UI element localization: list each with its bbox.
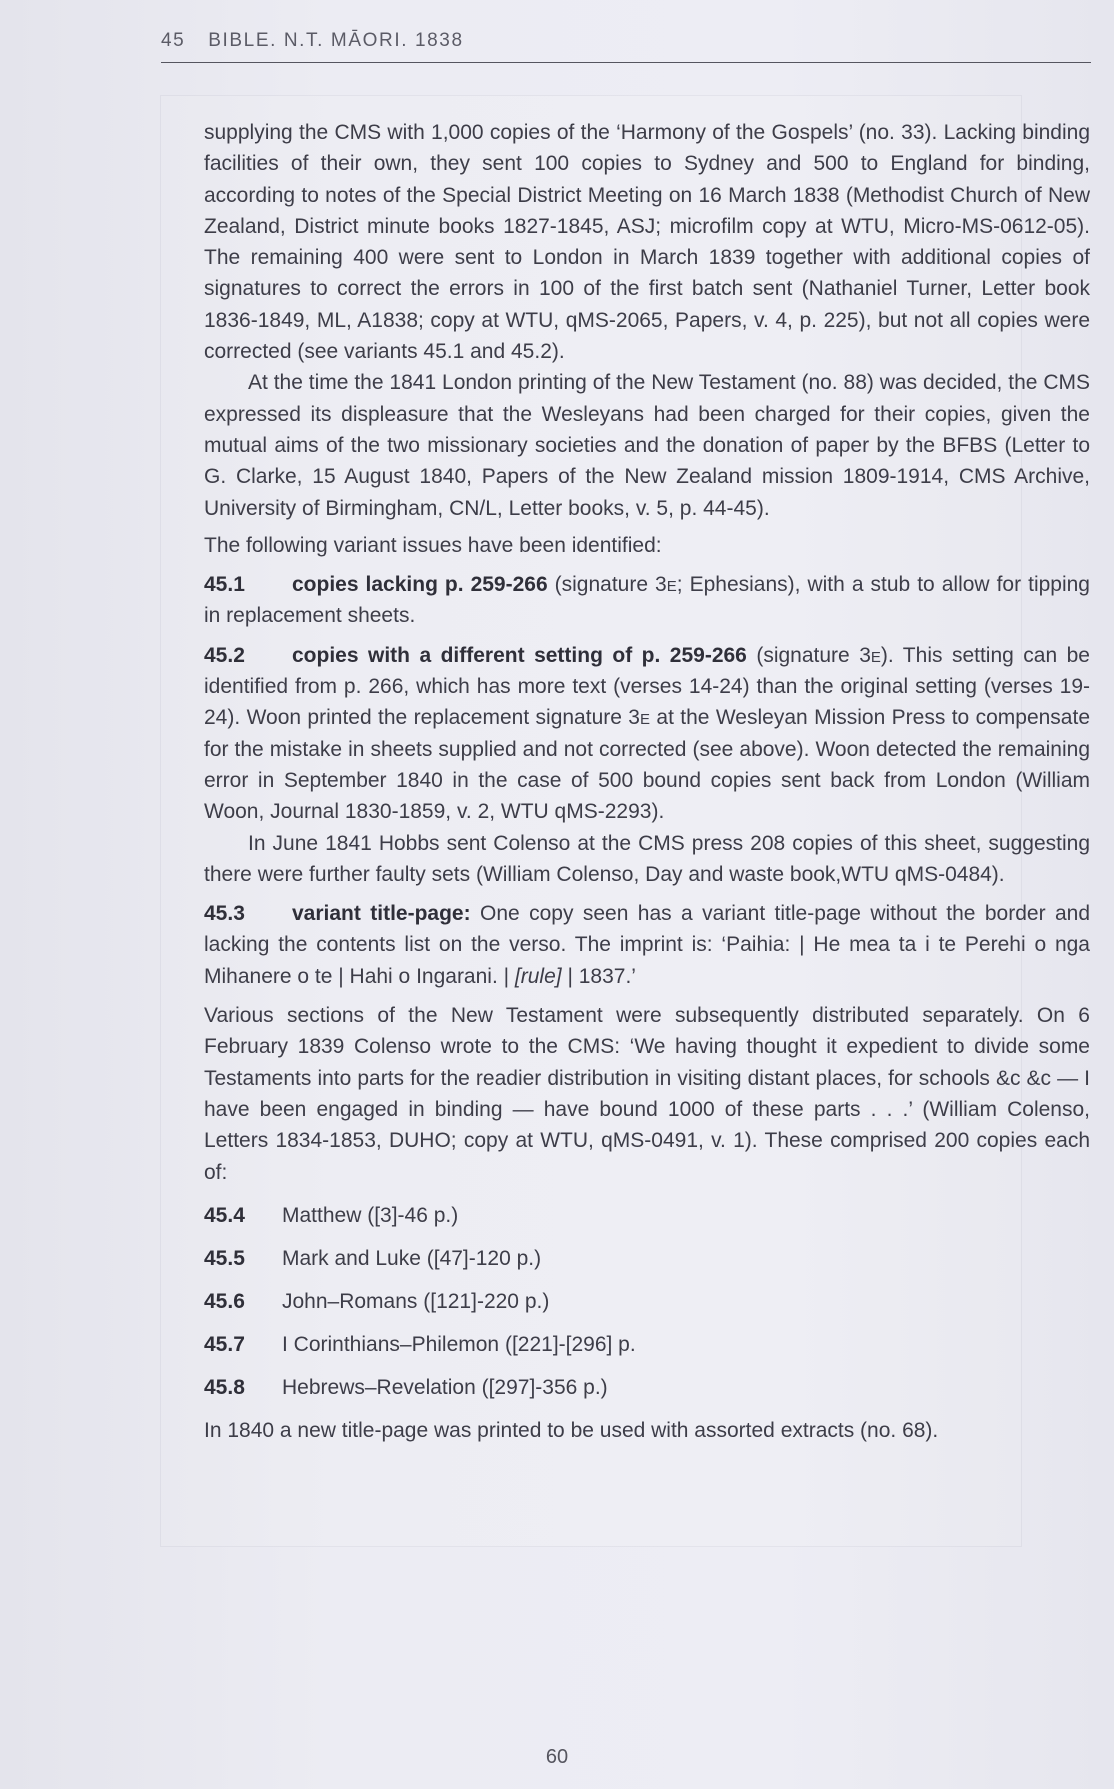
list-item — [204, 1243, 1090, 1274]
variant-text: | 1837.’ — [561, 964, 636, 988]
part-text: Mark and Luke ([47]-120 p.) — [282, 1246, 542, 1270]
list-item — [204, 1286, 1090, 1317]
part-number: 45.5 — [204, 1246, 245, 1270]
signature-mark: e — [870, 643, 881, 667]
part-text: John–Romans ([121]-220 p.) — [282, 1289, 550, 1313]
list-item — [204, 1200, 1090, 1231]
paragraph-hobbs: In June 1841 Hobbs sent Colenso at the CMS press 208 copies of this sheet, suggesting there were further faulty sets (William Colenso, Day and waste book,WTU qMS-0484). — [204, 831, 1090, 886]
paragraph-supplying: supplying the CMS with 1,000 copies of the ‘Harmony of the Gospels’ (no. 33). Lacking binding facilities of their own, they sent 100 copies to Sydney and 500 to England for binding, according to notes of the Special District Meeting on 16 March 1838 (Methodist Church of New Zealand, District minute books 1827-1845, ASJ; microfilm copy at WTU, Micro-MS-0612-05). The remaining 400 were sent to London in March 1839 together with additional copies of signatures to correct the errors in 100 of the first batch sent (Nathaniel Turner, Letter book 1836-1849, ML, A1838; copy at WTU, qMS-2065, Papers, v. 4, p. 225), but not all copies were corrected (see variants 45.1 and 45.2). — [204, 121, 1090, 364]
variant-45-1 — [204, 569, 1090, 632]
variant-number: 45.1 — [204, 573, 245, 597]
body-text — [204, 117, 1090, 1446]
variant-number: 45.2 — [204, 643, 245, 667]
variant-title: copies with a different setting of p. 259-266 — [292, 643, 747, 667]
part-number: 45.7 — [204, 1332, 245, 1356]
page-number: 60 — [545, 1746, 569, 1768]
paragraph-variant-intro: The following variant issues have been identified: — [204, 533, 662, 557]
variant-text: ). This setting can be identified from p. 266, which has more text (verses 14-24) than the original setting (verses 19-24). Woon printed the replacement signature 3 — [204, 643, 1090, 730]
header-rule — [161, 62, 1091, 63]
running-head-title: BIBLE. N.T. MĀORI. 1838 — [208, 30, 464, 51]
part-text: Hebrews–Revelation ([297]-356 p.) — [282, 1375, 608, 1399]
running-head-number: 45 — [161, 30, 186, 51]
paragraph-london-printing: At the time the 1841 London printing of the New Testament (no. 88) was decided, the CMS expressed its displeasure that the Wesleyans had been charged for their copies, given the mutual aims of the two missionary societies and the donation of paper by the BFBS (Letter to G. Clarke, 15 August 1840, Papers of the New Zealand mission 1809-1914, CMS Archive, University of Birmingham, CN/L, Letter books, v. 5, p. 44-45). — [204, 371, 1090, 520]
variant-45-2 — [204, 640, 1090, 828]
variant-text: ; Ephesians), with a stub to allow for tipping in replacement sheets. — [204, 573, 1090, 628]
signature-mark: e — [640, 706, 651, 730]
list-item — [204, 1372, 1090, 1403]
variant-text: at the Wesleyan Mission Press to compensate for the mistake in sheets supplied and not corrected (see above). Woon detected the remaining error in September 1840 in the case of 500 bound copies sent back from London (William Woon, Journal 1830-1859, v. 2, WTU qMS-2293). — [204, 706, 1090, 824]
paragraph-various-sections: Various sections of the New Testament were subsequently distributed separately. On 6 February 1839 Colenso wrote to the CMS: ‘We having thought it expedient to divide some Testaments into parts for the readier distribution in visiting distant places, for schools &c &c — I have been engaged in binding — have bound 1000 of these parts . . .’ (William Colenso, Letters 1834-1853, DUHO; copy at WTU, qMS-0491, v. 1). These comprised 200 copies each of: — [204, 1004, 1090, 1184]
part-number: 45.6 — [204, 1289, 245, 1313]
part-number: 45.4 — [204, 1203, 245, 1227]
part-text: I Corinthians–Philemon ([221]-[296] p. — [282, 1332, 636, 1356]
paragraph-new-title-page: In 1840 a new title-page was printed to be used with assorted extracts (no. 68). — [204, 1418, 939, 1442]
variant-text: (signature 3 — [547, 573, 667, 597]
variant-number: 45.3 — [204, 902, 245, 926]
variant-text: One copy seen has a variant title-page without the border and lacking the contents list on the verso. The imprint is: ‘Paihia: | He mea ta i te Perehi o nga Mihanere o te | Hahi o Ingarani. | — [204, 902, 1090, 988]
variant-text: (signature 3 — [746, 643, 871, 667]
rule-italic: [rule] — [514, 964, 562, 988]
variant-title: copies lacking p. 259-266 — [292, 573, 548, 597]
variant-45-3 — [204, 898, 1090, 992]
signature-mark: e — [666, 573, 677, 597]
variant-title: variant title-page: — [292, 902, 471, 926]
part-number: 45.8 — [204, 1375, 245, 1399]
list-item — [204, 1329, 1090, 1360]
running-head — [161, 30, 1091, 52]
part-text: Matthew ([3]-46 p.) — [282, 1203, 459, 1227]
